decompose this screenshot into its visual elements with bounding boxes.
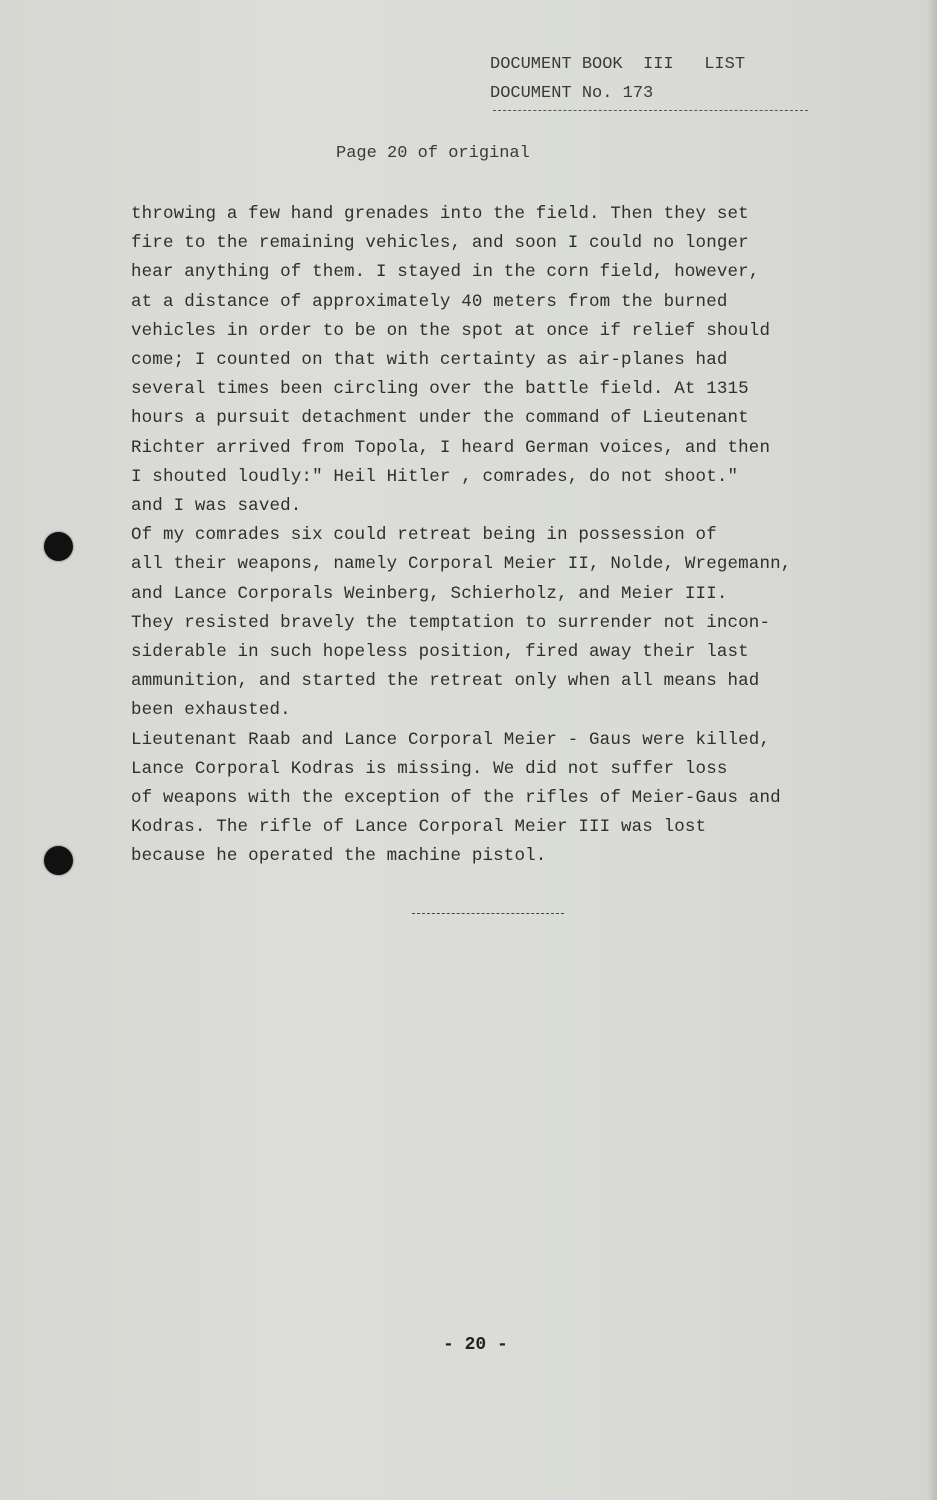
text-line: throwing a few hand grenades into the field. Then they set — [131, 204, 749, 224]
punch-hole-top — [44, 532, 73, 561]
text-line: Richter arrived from Topola, I heard German voices, and then — [131, 437, 771, 458]
body-text — [131, 200, 891, 872]
text-line: come; I counted on that with certainty as air-planes had — [131, 350, 728, 371]
text-line: been exhausted. — [131, 700, 291, 721]
text-line: They resisted bravely the temptation to surrender not incon- — [131, 612, 771, 633]
text-line: several times been circling over the battle field. At 1315 — [131, 379, 749, 400]
text-line: siderable in such hopeless position, fired away their last — [131, 642, 749, 663]
text-line: vehicles in order to be on the spot at once if relief should — [131, 320, 771, 341]
text-line: at a distance of approximately 40 meters from the burned — [131, 291, 728, 312]
text-line: Lance Corporal Kodras is missing. We did not suffer loss — [131, 758, 728, 779]
text-line: ammunition, and started the retreat only when all means had — [131, 671, 760, 692]
text-line: Lieutenant Raab and Lance Corporal Meier - Gaus were killed, — [131, 729, 771, 750]
page-number: - 20 - — [443, 1335, 508, 1355]
end-of-text-divider — [412, 913, 564, 914]
text-line: fire to the remaining vehicles, and soon I could no longer — [131, 233, 749, 254]
text-line: of weapons with the exception of the rifles of Meier-Gaus and — [131, 788, 781, 809]
text-line: Of my comrades six could retreat being in possession of — [131, 525, 717, 546]
punch-hole-bottom — [44, 846, 73, 875]
text-line: hear anything of them. I stayed in the corn field, however, — [131, 262, 760, 283]
text-line: hours a pursuit detachment under the command of Lieutenant — [131, 408, 749, 429]
text-line: all their weapons, namely Corporal Meier II, Nolde, Wregemann, — [131, 554, 792, 575]
text-line: and Lance Corporals Weinberg, Schierholz, and Meier III. — [131, 583, 728, 604]
text-line: I shouted loudly:" Heil Hitler , comrades, do not shoot." — [131, 466, 739, 487]
document-book-label: DOCUMENT BOOK III LIST — [490, 55, 746, 74]
document-number: DOCUMENT No. 173 — [490, 84, 654, 103]
text-line: because he operated the machine pistol. — [131, 846, 547, 867]
page-reference: Page 20 of original — [336, 144, 530, 163]
text-line: Kodras. The rifle of Lance Corporal Meier III was lost — [131, 817, 707, 838]
header-divider — [493, 110, 808, 111]
document-header — [490, 50, 820, 111]
text-line: and I was saved. — [131, 496, 302, 517]
paper-edge-shadow — [927, 0, 937, 1500]
